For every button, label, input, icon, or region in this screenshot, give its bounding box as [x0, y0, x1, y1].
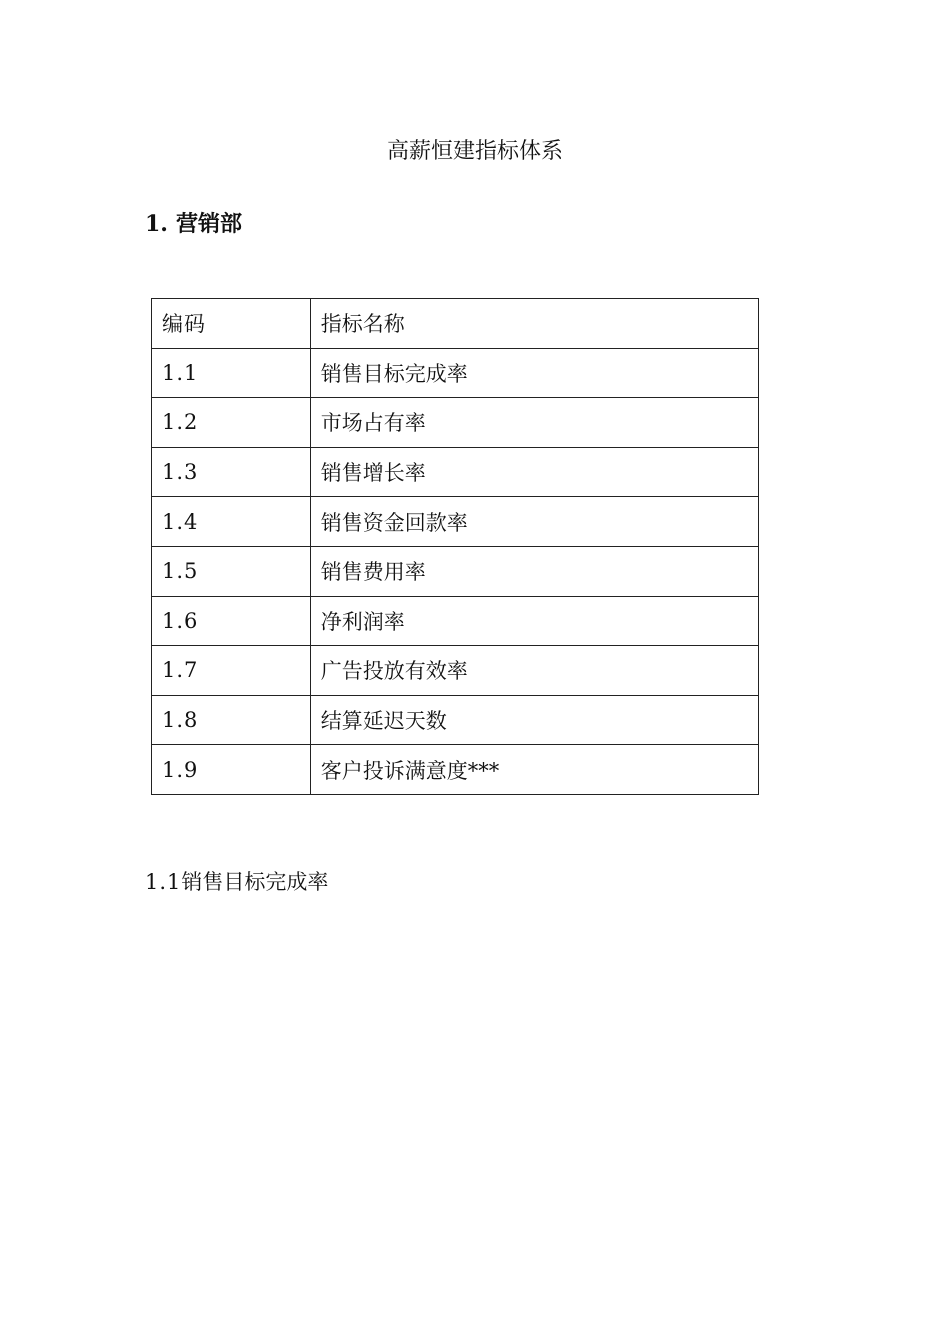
row-name: 销售资金回款率: [310, 497, 758, 547]
table-row: [152, 348, 759, 398]
row-name: 净利润率: [310, 596, 758, 646]
subsection-number: 1.1: [145, 870, 182, 894]
row-code: 1.7: [152, 646, 311, 696]
header-name: 指标名称: [310, 299, 758, 349]
row-name: 广告投放有效率: [310, 646, 758, 696]
section-heading: [145, 208, 242, 240]
metrics-table: [151, 298, 759, 795]
row-code: 1.5: [152, 546, 311, 596]
table-row: [152, 745, 759, 795]
row-code: 1.8: [152, 695, 311, 745]
row-code: 1.2: [152, 398, 311, 448]
table-row: [152, 695, 759, 745]
row-code: 1.6: [152, 596, 311, 646]
row-name: 客户投诉满意度***: [310, 745, 758, 795]
table-row: [152, 646, 759, 696]
subsection-title: 销售目标完成率: [181, 870, 329, 894]
row-code: 1.3: [152, 447, 311, 497]
row-name: 销售费用率: [310, 546, 758, 596]
row-name: 销售目标完成率: [310, 348, 758, 398]
document-title: 高薪恒建指标体系: [386, 139, 563, 164]
header-code: 编码: [152, 299, 311, 349]
table-row: [152, 546, 759, 596]
section-number: 1.: [145, 211, 168, 237]
subsection-heading: [145, 866, 328, 898]
row-name: 结算延迟天数: [310, 695, 758, 745]
row-code: 1.4: [152, 497, 311, 547]
row-name: 销售增长率: [310, 447, 758, 497]
table-row: [152, 447, 759, 497]
table-row: [152, 497, 759, 547]
row-name: 市场占有率: [310, 398, 758, 448]
row-code: 1.1: [152, 348, 311, 398]
table-row: [152, 596, 759, 646]
table-header-row: [152, 299, 759, 349]
row-code: 1.9: [152, 745, 311, 795]
section-title: 营销部: [175, 211, 242, 237]
table-row: [152, 398, 759, 448]
